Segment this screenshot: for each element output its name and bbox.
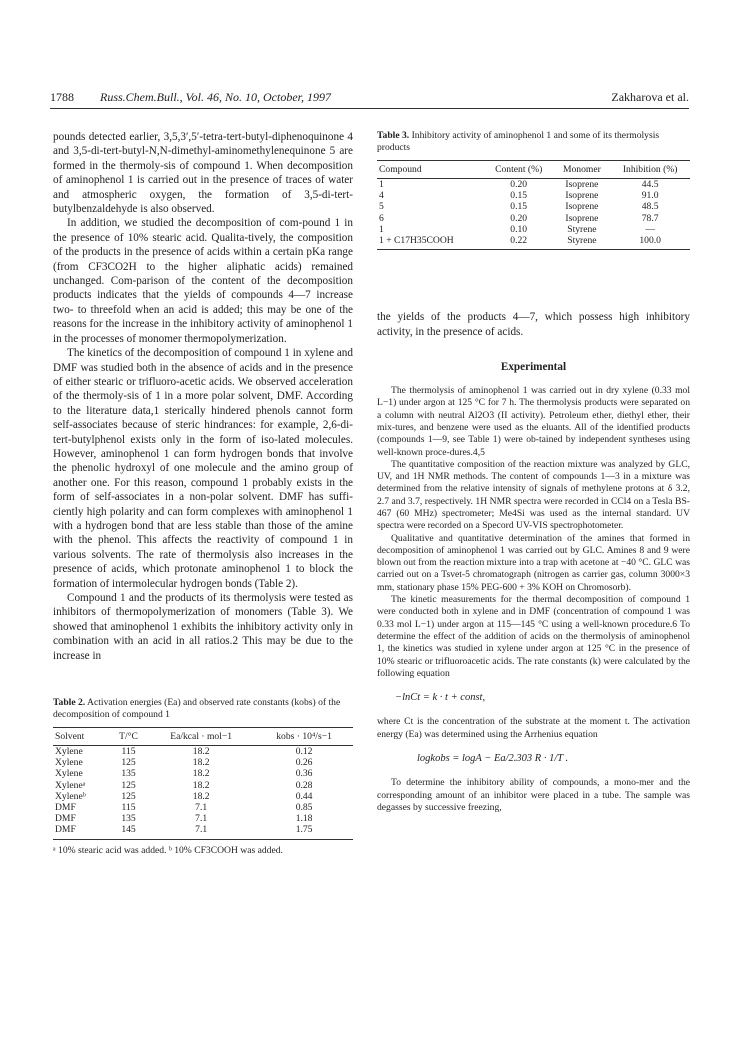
table-3 — [377, 130, 690, 250]
table-2-caption-text: Activation energies (Ea) and observed rate constants (kobs) of the decomposition of compound 1 — [53, 697, 341, 721]
paragraph: the yields of the products 4—7, which possess high inhibitory activity, in the presence of acids. — [377, 311, 690, 338]
table-cell: 145 — [121, 824, 136, 836]
table-row — [53, 824, 353, 839]
running-authors: Zakharova et al. — [611, 90, 689, 104]
table-cell: Xyleneᵃ — [55, 779, 86, 791]
table-cell: 48.5 — [641, 201, 659, 213]
column-header: Solvent — [55, 731, 85, 743]
table-row — [377, 190, 690, 201]
table-cell: Xyleneᵇ — [55, 790, 86, 802]
table-cell: Styrene — [567, 235, 597, 247]
table-row — [377, 213, 690, 224]
table-cell: 18.2 — [192, 746, 210, 758]
table-cell: 115 — [121, 746, 136, 758]
table-cell: 100.0 — [639, 235, 661, 247]
table-cell: — — [645, 223, 655, 235]
table-3-caption-text: Inhibitory activity of aminophenol 1 and some of its thermolysis products — [377, 130, 660, 153]
paragraph: Qualitative and quantitative determination of the amines that formed in decomposition of aminophenol 1 was carried out by GLC. Amines 8 and 9 were blown out from the reaction mixture into a trap with acetone at −40 °C. GLC was carried out on a Tsvet-5 chromatograph (nitrogen as carrier gas, column 3000×3 mm, stationary phase 15% PEG-600 + 3% KOH on Chromosorb). — [377, 532, 690, 593]
column-header: T/°C — [119, 731, 138, 743]
table-3-label: Table 3. — [377, 130, 410, 141]
table-cell: DMF — [55, 813, 76, 825]
table-cell: 18.2 — [192, 779, 210, 791]
table-cell: 0.44 — [295, 790, 313, 802]
table-cell: 5 — [379, 201, 384, 213]
table-row — [53, 757, 353, 768]
table-cell: 1 — [379, 179, 384, 190]
table-cell: Isoprene — [565, 201, 599, 213]
paragraph: In addition, we studied the decomposition of com-pound 1 in the presence of 10% stearic acid. Qualita-tively, the composition of the products in the presence of acids within a certain pKa range (from CF3CO2H to the higher aliphatic acids) remained unchanged. Com-parison of the content of the decomposition products indicates that the yields of compounds 4—7 increase two- to threefold when an acid is added; this may be one of the reasons for the increase in the inhibitory activity of aminophenol 1 in the processes of monomer thermopolymerization. — [53, 217, 353, 345]
table-cell: 0.12 — [295, 746, 313, 758]
running-header — [50, 90, 689, 110]
table-cell: 0.20 — [510, 179, 528, 190]
table-cell: 6 — [379, 212, 384, 224]
table-cell: 78.7 — [641, 212, 659, 224]
table-2-label: Table 2. — [53, 697, 86, 709]
table-cell: DMF — [55, 824, 76, 836]
table-cell: 1 + C17H35COOH — [379, 235, 454, 247]
column-header: Monomer — [562, 164, 601, 175]
table-row — [53, 780, 353, 791]
table-cell: 125 — [121, 790, 136, 802]
table-cell: Xylene — [55, 768, 83, 780]
table-cell: Isoprene — [565, 179, 599, 190]
table-2-footnote: ᵃ 10% stearic acid was added. ᵇ 10% CF3COOH was added. — [53, 844, 283, 856]
table-header-row — [53, 728, 353, 746]
table-cell: 0.15 — [510, 190, 528, 202]
equation-rate: −lnCt = k · t + const, — [395, 692, 486, 704]
table-cell: 7.1 — [195, 802, 208, 814]
table-header-row — [377, 161, 690, 179]
equation-arrhenius: logkobs = logA − Ea/2.303 R · 1/T . — [417, 753, 569, 765]
paragraph: The quantitative composition of the reaction mixture was analyzed by GLC, UV, and 1H NMR methods. The content of compounds 1—3 in a mixture was determined from the relative intensity of signals of methylene protons at δ 3.2, 2.7 and 3.7, respectively. 1H NMR spectra were recorded in CCl4 on a Tesla BS-467 (60 MHz) spectrometer; Me4Si was used as the internal standard. UV spectra were recorded on a Specord UV-VIS spectrophotometer. — [377, 458, 690, 532]
page-number: 1788 — [50, 90, 74, 104]
table-cell: 1 — [379, 223, 384, 235]
table-2 — [53, 697, 353, 856]
right-body-text — [377, 310, 690, 339]
table-cell: 0.85 — [295, 802, 313, 814]
table-2-grid — [53, 727, 353, 840]
table-cell: 18.2 — [192, 768, 210, 780]
table-row — [377, 224, 690, 235]
table-cell: 7.1 — [195, 824, 208, 836]
paragraph: Compound 1 and the products of its thermolysis were tested as inhibitors of thermopolymerization of monomers (Table 3). We showed that aminophenol 1 exhibits the inhibitory activity only in combination with an acid in all ratios.2 This may be due to the increase in — [53, 592, 353, 662]
column-header: Inhibition (%) — [622, 164, 678, 175]
table-row — [53, 802, 353, 813]
experimental-text — [377, 385, 690, 814]
table-cell: 18.2 — [192, 757, 210, 769]
table-cell: 44.5 — [641, 179, 659, 190]
table-cell: 125 — [121, 779, 136, 791]
column-header: Ea/kcal · mol−1 — [170, 731, 233, 743]
table-cell: Isoprene — [565, 190, 599, 202]
table-row — [53, 791, 353, 802]
paragraph: The thermolysis of aminophenol 1 was carried out in dry xylene (0.33 mol L−1) under argon at 125 °C for 7 h. The thermolysis products were separated on a column with neutral Al2O3 (II activity). Petroleum ether, diethyl ether, their mix-tures, and benzene were used as the eluants. All of the identified products (compounds 1—9, see Table 1) were ob-tained by independent syntheses using well-known proce-dures.4,5 — [377, 385, 690, 458]
table-cell: 115 — [121, 802, 136, 814]
table-row — [377, 201, 690, 212]
journal-citation: Russ.Chem.Bull., Vol. 46, No. 10, October, 1997 — [100, 90, 331, 104]
table-cell: 7.1 — [195, 813, 208, 825]
table-cell: 0.15 — [510, 201, 528, 213]
table-row — [377, 179, 690, 191]
table-cell: 0.20 — [510, 212, 528, 224]
table-cell: 91.0 — [641, 190, 659, 202]
table-row — [377, 235, 690, 250]
table-cell: 0.28 — [295, 779, 313, 791]
table-cell: 0.36 — [295, 768, 313, 780]
table-cell: 135 — [121, 768, 136, 780]
column-header: Content (%) — [495, 164, 543, 175]
column-header: kobs · 10⁴/s−1 — [276, 731, 332, 743]
table-cell: 1.18 — [295, 813, 313, 825]
table-3-caption — [377, 130, 690, 154]
table-cell: DMF — [55, 802, 76, 814]
table-cell: 1.75 — [295, 824, 313, 836]
paragraph: To determine the inhibitory ability of compounds, a mono-mer and the corresponding amount of an inhibitor were placed in a tube. The sample was degasses by successive freezing, — [377, 777, 690, 813]
paragraph: where Ct is the concentration of the substrate at the moment t. The activation energy (Ea) was determined using the Arrhenius equation — [377, 716, 690, 740]
table-cell: 18.2 — [192, 790, 210, 802]
table-cell: 0.22 — [510, 235, 528, 247]
table-3-grid — [377, 160, 690, 250]
table-row — [53, 813, 353, 824]
paragraph: The kinetic measurements for the thermal decomposition of compound 1 were conducted both in xylene and in DMF (concentration of compound 1 was 0.33 mol L−1) under argon at 115—145 °C using a well-known procedure.6 To determine the effect of the addition of acids on the thermolysis of aminophenol 1, the kinetics was studied in xylene under argon at 125 °C in the presence of 10% stearic or trifluoroacetic acids. The rate constants (k) were calculated by the following equation — [377, 594, 690, 679]
table-row — [53, 768, 353, 779]
table-2-caption — [53, 697, 353, 721]
table-cell: Styrene — [567, 223, 597, 235]
left-column — [53, 130, 353, 856]
table-cell: Isoprene — [565, 212, 599, 224]
column-header: Compound — [379, 164, 422, 175]
table-cell: Xylene — [55, 746, 83, 758]
paragraph: pounds detected earlier, 3,5,3′,5′-tetra-tert-butyl-diphenoquinone 4 and 3,5-di-tert-butyl-N,N-dimethyl-aminomethylenequinone 5 are formed in the thermoly-sis of compound 1. When decomposition of aminophenol 1 is carried out in the presence of traces of water and atmospheric oxygen, the formation of 3,5-di-tert-butylbenzaldehyde is also observed. — [53, 131, 353, 216]
right-column — [377, 130, 690, 814]
table-cell: 0.26 — [295, 757, 313, 769]
left-body-text — [53, 130, 353, 663]
paragraph: The kinetics of the decomposition of compound 1 in xylene and DMF was studied both in the absence of acids and in the presence of either stearic or trifluoro-acetic acids. We observed acceleration of the thermoly-sis of 1 in a more polar solvent, DMF. According to the literature data,1 sterically hindered phenols cannot form self-associates because of steric hindrances: for example, 2,6-di-tert-butylphenol exists only in the form of iso-lated molecules. However, aminophenol 1 can form hydrogen bonds that involve the phenolic hydroxyl of one molecule and the amino group of another one. For this reason, compound 1 probably exists in the form of self-associates in a non-polar solvent. DMF has suffi-ciently high polarity and can form complexes with aminophenol 1 with a hydrogen bond that are less stable than those of the amine with the phenol. This affects the reactivity of compound 1 in various solvents. The rate of thermolysis also increases in the presence of acids, which protonate aminophenol 1 to block the formation of intermolecular hydrogen bonds (Table 2). — [53, 347, 353, 590]
table-cell: 125 — [121, 757, 136, 769]
table-row — [53, 746, 353, 758]
table-cell: Xylene — [55, 757, 83, 769]
section-heading: Experimental — [500, 361, 567, 374]
table-cell: 135 — [121, 813, 136, 825]
table-cell: 0.10 — [510, 223, 528, 235]
table-cell: 4 — [379, 190, 384, 202]
header-rule — [50, 108, 689, 109]
